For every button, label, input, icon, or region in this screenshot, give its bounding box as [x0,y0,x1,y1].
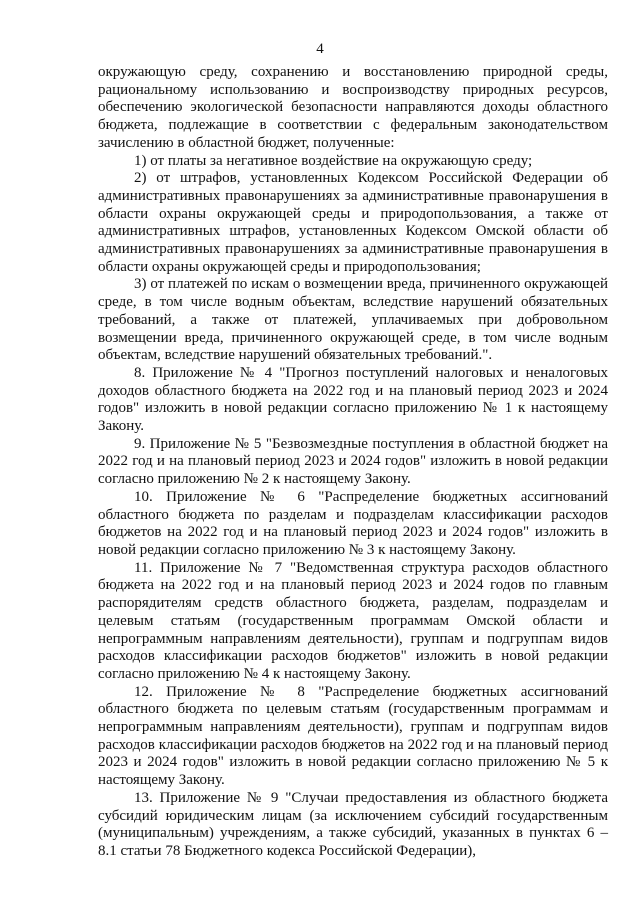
page-number: 4 [316,41,324,57]
paragraph-2: 1) от платы за негативное воздействие на окружающую среду; [134,152,533,169]
paragraph-3: 2) от штрафов, установленных Кодексом Российской Федерации об административных правонарушениях за административные правонарушения в области охраны окружающей среды и природопользования, а также от административных штрафов, установленных Кодексом Омской области об административных правонарушениях за административные правонарушения в области охраны окружающей среды и природопользования; [98,170,608,275]
paragraph-7: 10. Приложение № 6 "Распределение бюджетных ассигнований областного бюджета по разделам и подразделам классификации расходов бюджетов на 2022 год и на плановый период 2023 и 2024 годов" изложить в новой редакции согласно приложению № 3 к настоящему Закону. [98,488,608,558]
paragraph-8: 11. Приложение № 7 "Ведомственная структура расходов областного бюджета на 2022 год и на плановый период 2023 и 2024 годов по главным распорядителям средств областного бюджета, разделам, подразделам и целевым статьям (государственным программам Омской области и непрограммным направлениям деятельности), группам и подгруппам видов расходов классификации расходов бюджетов" изложить в новой редакции согласно приложению № 4 к настоящему Закону. [98,559,608,682]
paragraph-1: окружающую среду, сохранению и восстановлению природной среды, рациональному использованию и воспроизводству природных ресурсов, обеспечению экологической безопасности направляются доходы областного бюджета, подлежащие в соответствии с федеральным законодательством зачислению в областной бюджет, полученные: [98,64,608,151]
paragraph-5: 8. Приложение № 4 "Прогноз поступлений налоговых и неналоговых доходов областного бюджета на 2022 год и на плановый период 2023 и 2024 годов" изложить в новой редакции согласно приложению № 1 к настоящему Закону. [98,364,608,435]
document-body [98,64,608,861]
paragraph-10: 13. Приложение № 9 "Случаи предоставления из областного бюджета субсидий юридическим лицам (за исключением субсидий государственным (муниципальным) учреждениям, а также субсидий, указанных в пунктах 6 – 8.1 статьи 78 Бюджетного кодекса Российской Федерации), [98,789,608,859]
paragraph-6: 9. Приложение № 5 "Безвозмездные поступления в областной бюджет на 2022 год и на плановый период 2023 и 2024 годов" изложить в новой редакции согласно приложению № 2 к настоящему Закону. [98,435,608,488]
paragraph-4: 3) от платежей по искам о возмещении вреда, причиненного окружающей среде, в том числе водным объектам, вследствие нарушений обязательных требований, а также от платежей, уплачиваемых при добровольном возмещении вреда, причиненного окружающей среде, в том числе водным объектам, вследствие нарушений обязательных требований.". [98,276,608,364]
paragraph-9: 12. Приложение № 8 "Распределение бюджетных ассигнований областного бюджета по целевым статьям (государственным программам и непрограммным направлениям деятельности), группам и подгруппам видов расходов классификации расходов бюджетов на 2022 год и на плановый период 2023 и 2024 годов" изложить в новой редакции согласно приложению № 5 к настоящему Закону. [98,683,608,789]
